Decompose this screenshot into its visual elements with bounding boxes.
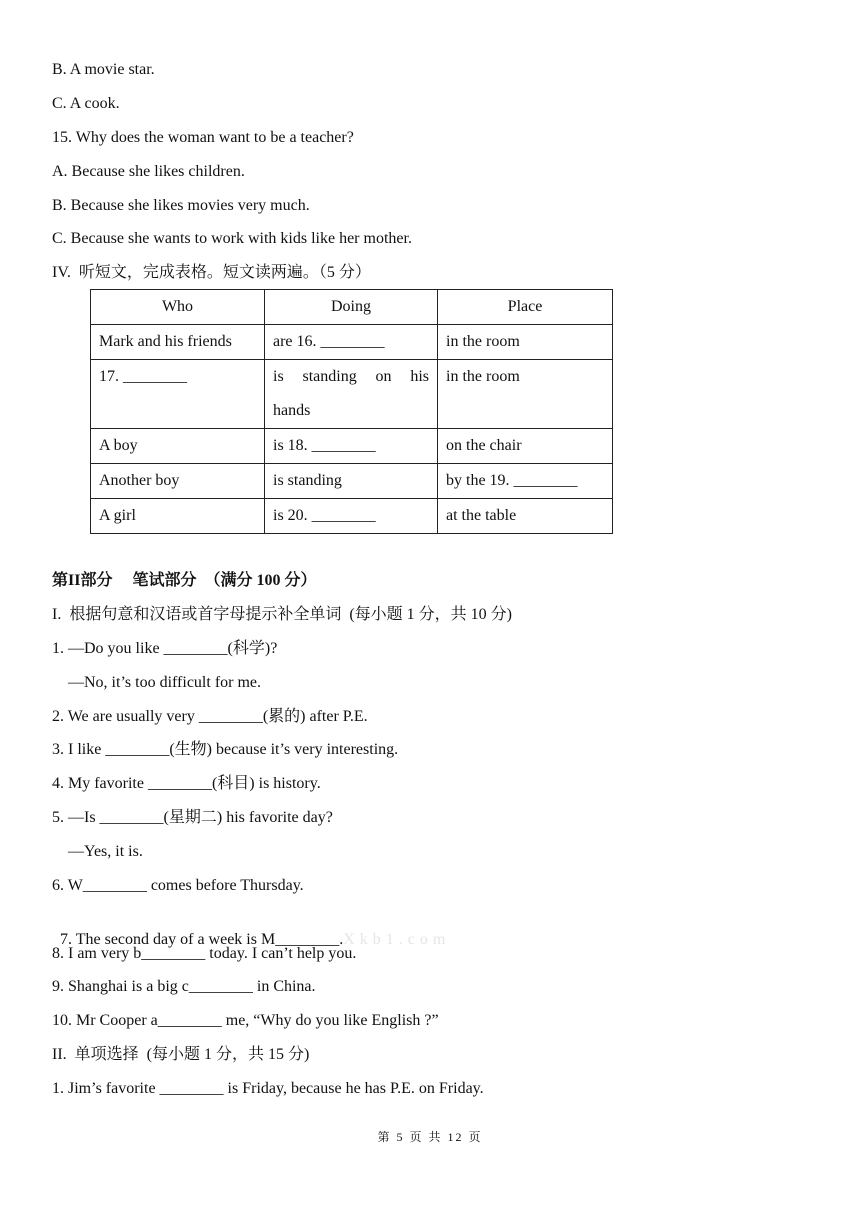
table-cell: at the table: [438, 499, 613, 534]
table-row: [91, 429, 613, 464]
table-cell: is standing: [265, 464, 438, 499]
question-15-option-b: B. Because she likes movies very much.: [52, 197, 310, 214]
cell-word: is: [273, 368, 284, 385]
question-15-option-c: C. Because she wants to work with kids like her mother.: [52, 230, 412, 247]
fill-question-1: 1. —Do you like ________(科学)?: [52, 640, 278, 657]
fill-question-3: 3. I like ________(生物) because it’s very interesting.: [52, 741, 399, 758]
table-cell: in the room: [438, 325, 613, 360]
table-cell: Mark and his friends: [91, 325, 265, 360]
question-14-option-b: B. A movie star.: [52, 61, 155, 78]
question-15: 15. Why does the woman want to be a teacher?: [52, 129, 354, 146]
table-cell: in the room: [438, 360, 613, 429]
table-cell: by the 19. ________: [438, 464, 613, 499]
question-14-option-c: C. A cook.: [52, 95, 120, 112]
table-row: [91, 464, 613, 499]
table-row: [91, 325, 613, 360]
fill-question-10: 10. Mr Cooper a________ me, “Why do you like English ?”: [52, 1012, 439, 1029]
fill-question-5: 5. —Is ________(星期二) his favorite day?: [52, 809, 333, 826]
table-cell: Another boy: [91, 464, 265, 499]
table-header: Doing: [265, 290, 438, 325]
cell-word: standing: [302, 368, 357, 385]
cell-word: his: [410, 368, 429, 385]
table-row: [91, 360, 613, 429]
fill-question-1-reply: —No, it’s too difficult for me.: [68, 674, 262, 691]
table-cell: A boy: [91, 429, 265, 464]
table-cell: on the chair: [438, 429, 613, 464]
section-i-title: I. 根据句意和汉语或首字母提示补全单词 (每小题 1 分，共 10 分): [52, 606, 512, 623]
fill-question-7-text: 7. The second day of a week is M________.: [60, 931, 344, 948]
table-cell: [265, 360, 438, 429]
table-cell: are 16. ________: [265, 325, 438, 360]
fill-question-5-reply: —Yes, it is.: [68, 843, 143, 860]
cell-word: on: [375, 368, 392, 385]
fill-question-8: 8. I am very b________ today. I can’t help you.: [52, 945, 357, 962]
listening-table: [90, 289, 613, 534]
table-cell: A girl: [91, 499, 265, 534]
table-cell: is 18. ________: [265, 429, 438, 464]
wrapped-cell-line-2: hands: [273, 402, 311, 419]
page-footer: 第 5 页 共 12 页: [377, 1130, 483, 1144]
fill-question-4: 4. My favorite ________(科目) is history.: [52, 775, 321, 792]
table-header: Place: [438, 290, 613, 325]
fill-question-9: 9. Shanghai is a big c________ in China.: [52, 978, 316, 995]
wrapped-cell-line-1: [273, 360, 429, 394]
fill-question-6: 6. W________ comes before Thursday.: [52, 877, 304, 894]
table-cell: 17. ________: [91, 360, 265, 429]
watermark: Xkb1.com: [343, 931, 451, 948]
section-ii-title: II. 单项选择 (每小题 1 分，共 15 分): [52, 1046, 310, 1063]
table-header: Who: [91, 290, 265, 325]
choice-question-1: 1. Jim’s favorite ________ is Friday, because he has P.E. on Friday.: [52, 1080, 484, 1097]
part-ii-heading: 第II部分 笔试部分 （满分 100 分）: [52, 572, 317, 589]
table-header-row: [91, 290, 613, 325]
section-iv-title: IV. 听短文，完成表格。短文读两遍。（5 分）: [52, 264, 371, 281]
fill-question-2: 2. We are usually very ________(累的) after P.E.: [52, 708, 368, 725]
table-cell: is 20. ________: [265, 499, 438, 534]
question-15-option-a: A. Because she likes children.: [52, 163, 245, 180]
table-row: [91, 499, 613, 534]
